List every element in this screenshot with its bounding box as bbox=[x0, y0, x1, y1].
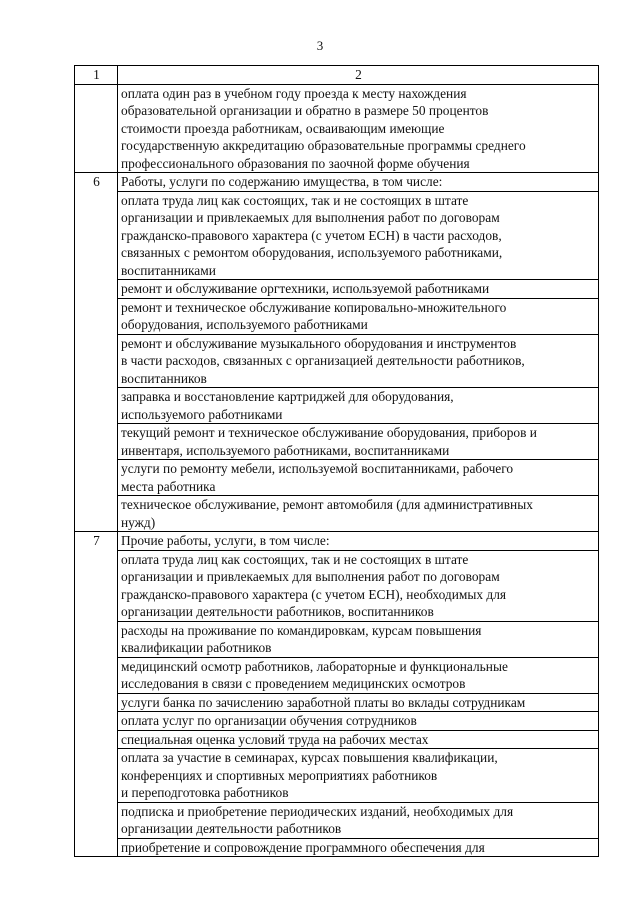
table-row bbox=[75, 84, 599, 173]
item-text: расходы на проживание по командировкам, курсам повышения квалификации работников bbox=[118, 621, 599, 657]
item-text: услуги по ремонту мебели, используемой воспитанниками, рабочего места работника bbox=[118, 460, 599, 496]
item-text: специальная оценка условий труда на рабочих местах bbox=[118, 730, 599, 749]
page-number: 3 bbox=[316, 38, 324, 53]
table-row bbox=[75, 657, 599, 693]
item-text: техническое обслуживание, ремонт автомобиля (для административных нужд) bbox=[118, 496, 599, 532]
table-row bbox=[75, 838, 599, 857]
table-row bbox=[75, 496, 599, 532]
table-row bbox=[75, 280, 599, 299]
table-row bbox=[75, 730, 599, 749]
section-title-row bbox=[75, 532, 599, 551]
item-text: ремонт и обслуживание музыкального оборудования и инструментов в части расходов, связанных с организацией деятельности работников, воспитанников bbox=[118, 334, 599, 388]
section-number: 7 bbox=[75, 532, 118, 857]
item-text: заправка и восстановление картриджей для оборудования, используемого работниками bbox=[118, 388, 599, 424]
row-number-cell bbox=[75, 84, 118, 173]
section-title-row bbox=[75, 173, 599, 192]
table-row bbox=[75, 749, 599, 803]
section-title: Работы, услуги по содержанию имущества, в том числе: bbox=[118, 173, 599, 192]
item-text: медицинский осмотр работников, лабораторные и функциональные исследования в связи с проведением медицинских осмотров bbox=[118, 657, 599, 693]
table-row bbox=[75, 712, 599, 731]
section-title: Прочие работы, услуги, в том числе: bbox=[118, 532, 599, 551]
item-text: текущий ремонт и техническое обслуживание оборудования, приборов и инвентаря, используемого работниками, воспитанниками bbox=[118, 424, 599, 460]
item-text: приобретение и сопровождение программного обеспечения для bbox=[118, 838, 599, 857]
table-row bbox=[75, 424, 599, 460]
table-row bbox=[75, 334, 599, 388]
item-text: оплата труда лиц как состоящих, так и не состоящих в штате организации и привлекаемых для выполнения работ по договорам гражданско-правового характера (с учетом ЕСН), необходимых для организации деятельности работников, воспитанников bbox=[118, 550, 599, 621]
table-row bbox=[75, 191, 599, 280]
section-number: 6 bbox=[75, 173, 118, 532]
header-col-2: 2 bbox=[118, 66, 599, 85]
table-row bbox=[75, 298, 599, 334]
expense-table bbox=[74, 65, 599, 857]
item-text: оплата труда лиц как состоящих, так и не состоящих в штате организации и привлекаемых для выполнения работ по договорам гражданско-правового характера (с учетом ЕСН) в части расходов, связанных с ремонтом оборудования, используемого работниками, воспитанниками bbox=[118, 191, 599, 280]
item-text: оплата услуг по организации обучения сотрудников bbox=[118, 712, 599, 731]
item-text: подписка и приобретение периодических изданий, необходимых для организации деятельности работников bbox=[118, 802, 599, 838]
header-row bbox=[75, 66, 599, 85]
table-row bbox=[75, 693, 599, 712]
item-text: ремонт и техническое обслуживание копировально-множительного оборудования, используемого работниками bbox=[118, 298, 599, 334]
item-text: услуги банка по зачислению заработной платы во вклады сотрудникам bbox=[118, 693, 599, 712]
table-row bbox=[75, 388, 599, 424]
table-row bbox=[75, 460, 599, 496]
table-row bbox=[75, 802, 599, 838]
continuation-text: оплата один раз в учебном году проезда к месту нахождения образовательной организации и обратно в размере 50 процентов стоимости проезда работникам, осваивающим имеющие государственную аккредитацию образовательные программы среднего профессионального образования по заочной форме обучения bbox=[118, 84, 599, 173]
header-col-1: 1 bbox=[75, 66, 118, 85]
table-row bbox=[75, 621, 599, 657]
table-row bbox=[75, 550, 599, 621]
item-text: ремонт и обслуживание оргтехники, используемой работниками bbox=[118, 280, 599, 299]
item-text: оплата за участие в семинарах, курсах повышения квалификации, конференциях и спортивных мероприятиях работников и переподготовка работников bbox=[118, 749, 599, 803]
